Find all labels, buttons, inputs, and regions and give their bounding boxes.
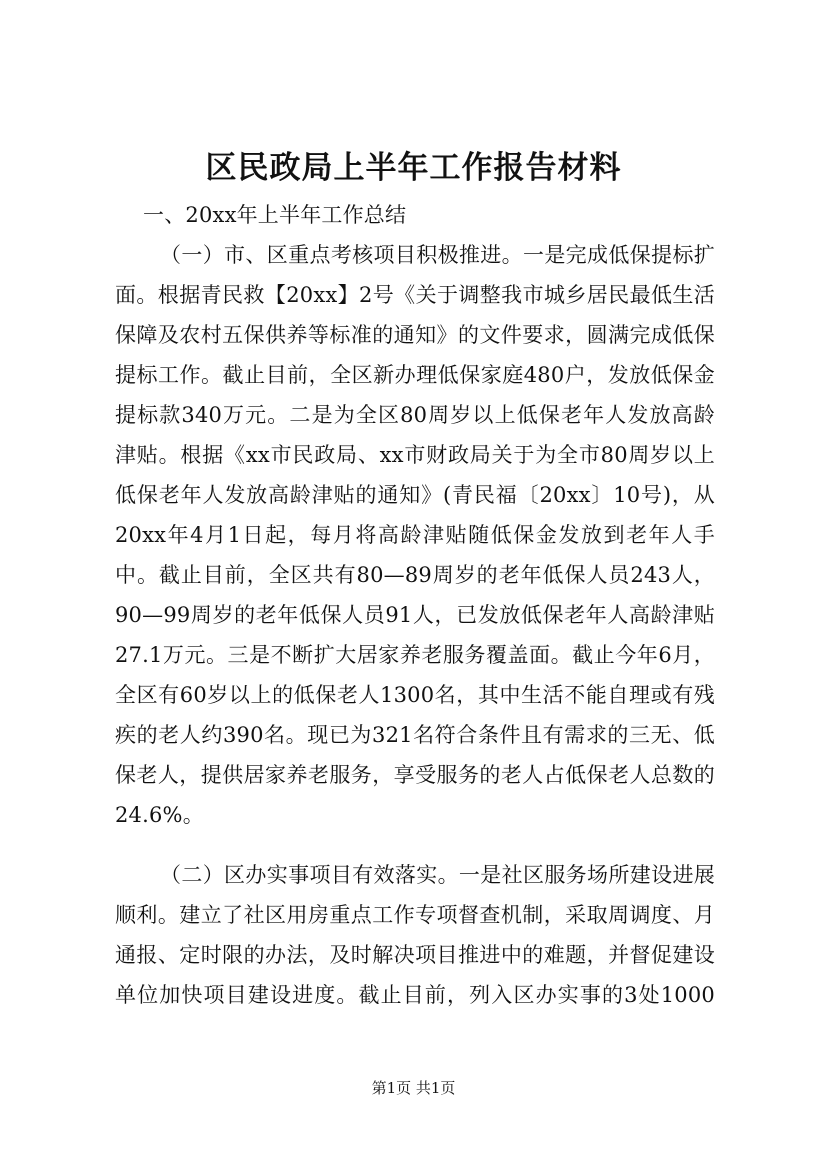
paragraph-line: 疾的老人约390名。现已为321名符合条件且有需求的三无、低 [115,723,715,747]
paragraph-line: 通报、定时限的办法，及时解决项目推进中的难题，并督促建设 [115,943,715,967]
paragraph-line: 中。截止目前，全区共有80—89周岁的老年低保人员243人， [115,563,715,587]
paragraph-line: 27.1万元。三是不断扩大居家养老服务覆盖面。截止今年6月， [115,643,715,667]
paragraph-line: 24.6%。 [115,803,204,827]
paragraph-line: 提标工作。截止目前，全区新办理低保家庭480户，发放低保金 [115,363,715,387]
paragraph-line: （一）市、区重点考核项目积极推进。一是完成低保提标扩 [160,243,715,267]
paragraph-line: 单位加快项目建设进度。截止目前，列入区办实事的3处1000 [115,983,715,1007]
paragraph-line: 低保老年人发放高龄津贴的通知》(青民福〔20xx〕10号)，从 [115,483,715,507]
paragraph-line: 面。根据青民救【20xx】2号《关于调整我市城乡居民最低生活 [115,283,715,307]
page-number-footer: 第1页 共1页 [371,1079,456,1097]
paragraph-line: 20xx年4月1日起，每月将高龄津贴随低保金发放到老年人手 [115,523,715,547]
paragraph-line: （二）区办实事项目有效落实。一是社区服务场所建设进展 [160,863,715,887]
paragraph-line: 保障及农村五保供养等标准的通知》的文件要求，圆满完成低保 [115,323,715,347]
paragraph-line: 90—99周岁的老年低保人员91人，已发放低保老年人高龄津贴 [115,603,715,627]
paragraph-line: 提标款340万元。二是为全区80周岁以上低保老年人发放高龄 [115,403,715,427]
paragraph-line: 全区有60岁以上的低保老人1300名，其中生活不能自理或有残 [115,683,715,707]
paragraph-line: 津贴。根据《xx市民政局、xx市财政局关于为全市80周岁以上 [115,443,715,467]
paragraph-line: 保老人，提供居家养老服务，享受服务的老人占低保老人总数的 [115,763,715,787]
paragraph-line: 顺利。建立了社区用房重点工作专项督查机制，采取周调度、月 [115,903,715,927]
section-heading: 一、20xx年上半年工作总结 [143,203,407,227]
document-title: 区民政局上半年工作报告材料 [205,150,622,186]
